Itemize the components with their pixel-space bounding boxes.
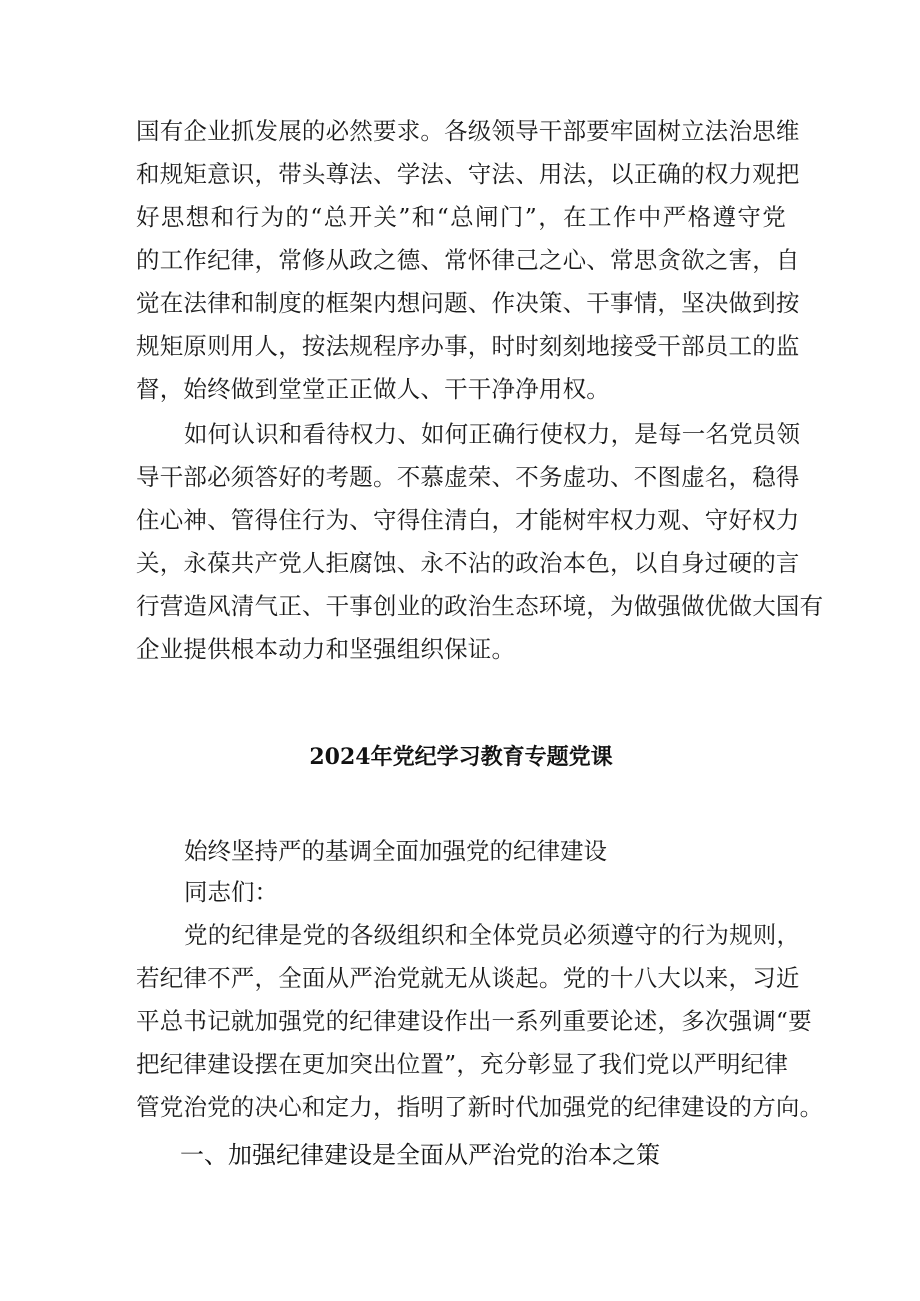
- body-text-line: 管党治党的决心和定力，指明了新时代加强党的纪律建设的方向。: [136, 1093, 824, 1121]
- body-text-line: 平总书记就加强党的纪律建设作出一系列重要论述，多次强调“要: [136, 1007, 812, 1035]
- body-text-line: 企业提供根本动力和坚强组织保证。: [136, 635, 516, 663]
- salutation: 同志们：: [184, 878, 278, 906]
- body-text-line: 觉在法律和制度的框架内想问题、作决策、干事情，坚决做到按: [136, 289, 800, 317]
- body-text-line: 关，永葆共产党人拒腐蚀、永不沾的政治本色，以自身过硬的言: [136, 549, 800, 577]
- body-text-line: 规矩原则用人，按法规程序办事，时时刻刻地接受干部员工的监: [136, 332, 800, 360]
- body-text-line: 如何认识和看待权力、如何正确行使权力，是每一名党员领: [184, 420, 801, 448]
- body-text-line: 导干部必须答好的考题。不慕虚荣、不务虚功、不图虚名，稳得: [136, 463, 800, 491]
- body-text-line: 和规矩意识，带头尊法、学法、守法、用法，以正确的权力观把: [136, 160, 800, 188]
- body-text-line: 督，始终做到堂堂正正做人、干干净净用权。: [136, 375, 610, 403]
- body-text-line: 把纪律建设摆在更加突出位置”，充分彰显了我们党以严明纪律: [136, 1050, 789, 1078]
- body-text-line: 的工作纪律，常修从政之德、常怀律己之心、常思贪欲之害，自: [136, 246, 800, 274]
- body-text-line: 住心神、管得住行为、守得住清白，才能树牢权力观、守好权力: [136, 506, 800, 534]
- body-text-line: 若纪律不严，全面从严治党就无从谈起。党的十八大以来，习近: [136, 964, 800, 992]
- body-text-line: 好思想和行为的“总开关”和“总闸门”，在工作中严格遵守党: [136, 203, 786, 231]
- subtitle: 始终坚持严的基调全面加强党的纪律建设: [184, 837, 607, 865]
- section-heading: 一、加强纪律建设是全面从严治党的治本之策: [180, 1141, 660, 1169]
- body-text-line: 国有企业抓发展的必然要求。各级领导干部要牢固树立法治思维: [136, 117, 800, 145]
- body-text-line: 行营造风清气正、干事创业的政治生态环境，为做强做优做大国有: [136, 592, 824, 620]
- document-title: 2024年党纪学习教育专题党课: [309, 744, 613, 770]
- body-text-line: 党的纪律是党的各级组织和全体党员必须遵守的行为规则，: [184, 921, 801, 949]
